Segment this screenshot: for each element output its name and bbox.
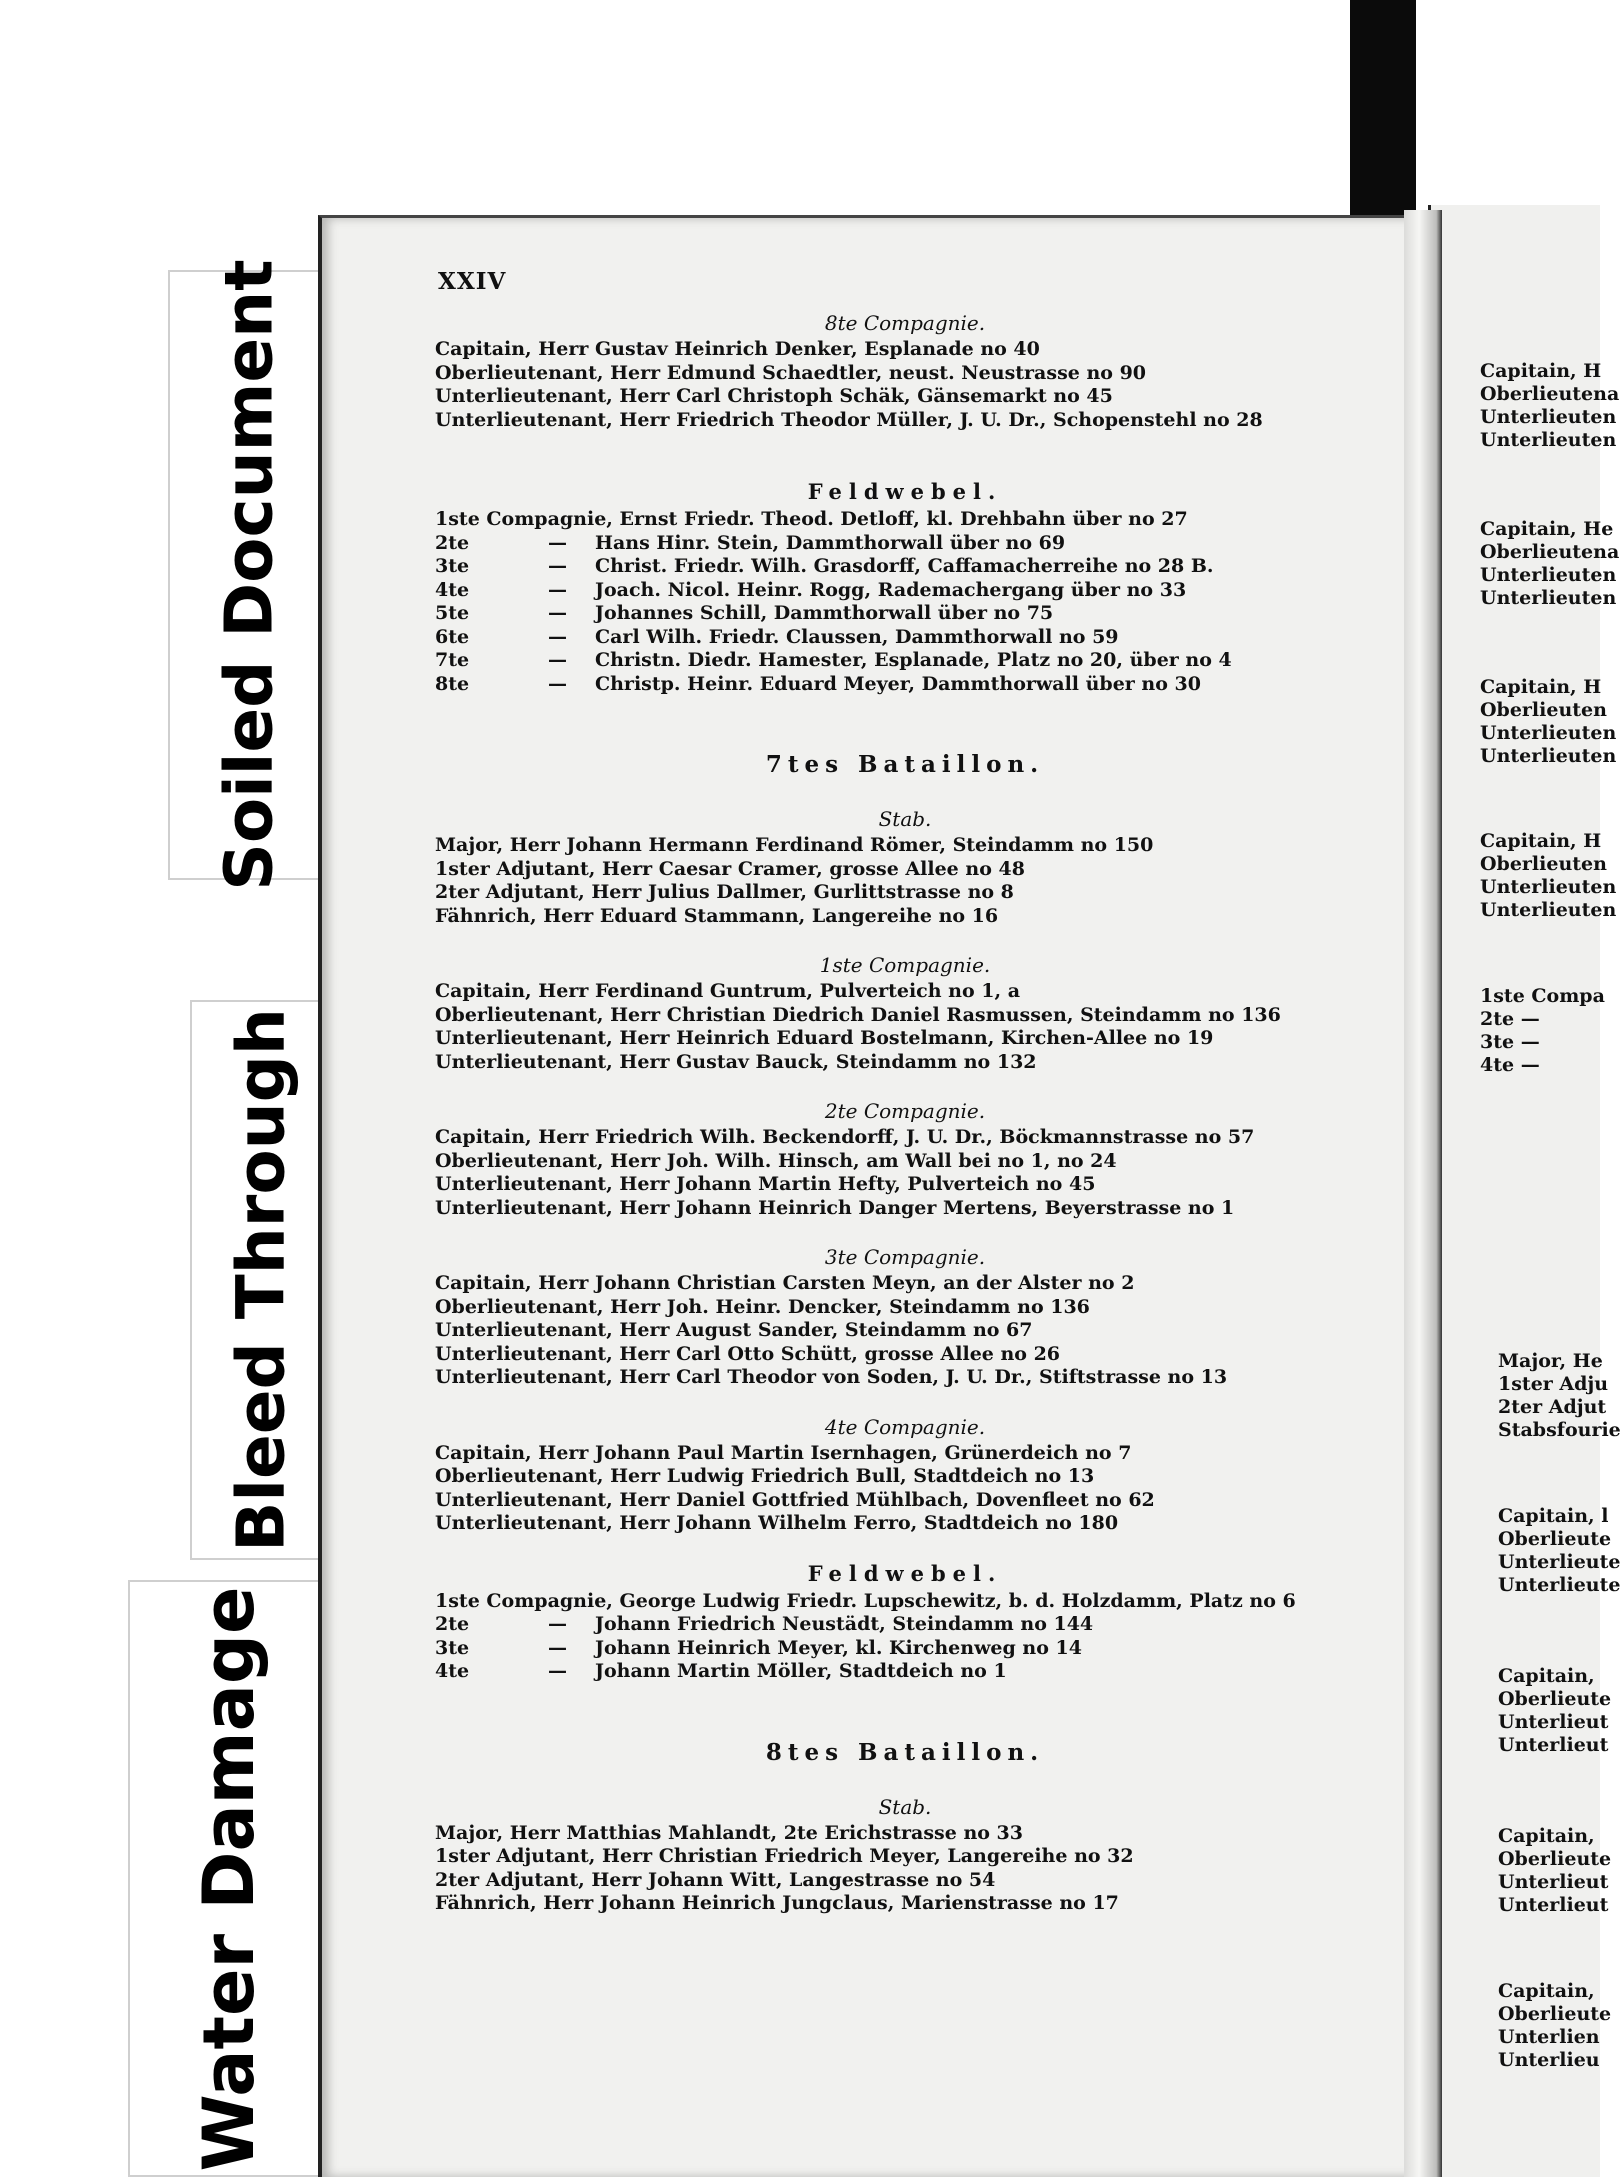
feldwebel-name: Hans Hinr. Stein, Dammthorwall über no 69: [595, 531, 1066, 554]
officer-entry: Capitain, Herr Gustav Heinrich Denker, Esplanade no 40: [435, 338, 1040, 360]
facing-page-line: Capitain, H: [1480, 360, 1602, 382]
facing-page-line: Oberlieutena: [1480, 383, 1620, 405]
page-content: [435, 308, 1375, 1916]
facing-page-line: Oberlieute: [1498, 1688, 1612, 1710]
facing-page-line: Capitain, H: [1480, 830, 1602, 852]
officer-entry: Oberlieutenant, Herr Joh. Wilh. Hinsch, am Wall bei no 1, no 24: [435, 1149, 1117, 1172]
label-soiled-document-text: Soiled Document: [210, 259, 288, 891]
facing-page-line: Unterlien: [1498, 2026, 1600, 2048]
ditto-mark: —: [548, 602, 567, 624]
section-gap: [435, 1074, 1375, 1096]
officer-entry: Capitain, Herr Ferdinand Guntrum, Pulverteich no 1, a: [435, 980, 1021, 1002]
company-ordinal: 7te: [435, 649, 470, 671]
facing-page-line: Oberlieuten: [1480, 853, 1607, 875]
label-soiled-document: [168, 259, 328, 891]
officer-entry: 1ster Adjutant, Herr Christian Friedrich Meyer, Langereihe no 32: [435, 1845, 1134, 1867]
feldwebel-name: George Ludwig Friedr. Lupschewitz, b. d. Holzdamm, Platz no 6: [619, 1589, 1296, 1612]
ditto-mark: —: [548, 1613, 567, 1635]
facing-page-line: Major, He: [1498, 1350, 1603, 1372]
feldwebel-name: Christp. Heinr. Eduard Meyer, Dammthorwall über no 30: [595, 672, 1201, 695]
ditto-mark: —: [548, 531, 567, 554]
officer-entry: Oberlieutenant, Herr Edmund Schaedtler, neust. Neustrasse no 90: [435, 361, 1147, 384]
company-ordinal: 6te: [435, 625, 470, 648]
feldwebel-entry: [435, 1637, 1375, 1661]
label-bleed-through-text: Bleed Through: [222, 1008, 300, 1552]
ditto-mark: —: [548, 578, 567, 601]
feldwebel-entry: [435, 649, 1375, 673]
section-company: [435, 308, 1375, 432]
feldwebel-entry: [435, 602, 1375, 626]
officer-entry: Unterlieutenant, Herr Friedrich Theodor Müller, J. U. Dr., Schopenstehl no 28: [435, 408, 1263, 431]
facing-page-line: 4te —: [1480, 1054, 1540, 1076]
officer-entry: Capitain, Herr Friedrich Wilh. Beckendorff, J. U. Dr., Böckmannstrasse no 57: [435, 1126, 1255, 1148]
facing-page-line: Capitain, H: [1480, 676, 1602, 698]
company-ordinal: 3te: [435, 555, 470, 577]
facing-page-line: Unterlieuten: [1480, 876, 1617, 898]
company-ordinal: 1ste Compagnie,: [435, 1589, 613, 1612]
company-ordinal: 4te: [435, 1660, 470, 1682]
officer-entry: Unterlieutenant, Herr Johann Wilhelm Ferro, Stadtdeich no 180: [435, 1512, 1119, 1534]
officer-entry: Major, Herr Matthias Mahlandt, 2te Erichstrasse no 33: [435, 1821, 1023, 1844]
section-gap: [435, 1390, 1375, 1412]
facing-page-line: Capitain,: [1498, 1980, 1595, 2002]
feldwebel-entry: [435, 626, 1375, 650]
feldwebel-name: Joach. Nicol. Heinr. Rogg, Rademachergang über no 33: [595, 578, 1187, 601]
feldwebel-name: Johann Martin Möller, Stadtdeich no 1: [595, 1660, 1007, 1682]
label-bleed-through: [190, 1000, 330, 1560]
section-company: [435, 1792, 1375, 1916]
officer-entry: Oberlieutenant, Herr Joh. Heinr. Dencker, Steindamm no 136: [435, 1295, 1090, 1318]
officer-entry: Capitain, Herr Johann Christian Carsten Meyn, an der Alster no 2: [435, 1272, 1135, 1294]
facing-page-line: Unterlieut: [1498, 1711, 1609, 1733]
feldwebel-entry: [435, 579, 1375, 603]
facing-page-line: Capitain,: [1498, 1825, 1595, 1847]
feldwebel-entry: [435, 1590, 1375, 1614]
ditto-mark: —: [548, 672, 567, 695]
section-company: [435, 804, 1375, 928]
officer-entry: Unterlieutenant, Herr Daniel Gottfried Mühlbach, Dovenfleet no 62: [435, 1488, 1155, 1511]
facing-page-line: 1ster Adju: [1498, 1373, 1609, 1395]
facing-page-line: Unterlieuten: [1480, 722, 1617, 744]
feldwebel-name: Ernst Friedr. Theod. Detloff, kl. Drehbahn über no 27: [619, 508, 1188, 530]
officer-entry: Fähnrich, Herr Johann Heinrich Jungclaus, Marienstrasse no 17: [435, 1892, 1119, 1914]
company-ordinal: 1ste Compagnie,: [435, 508, 613, 530]
facing-page-line: Oberlieute: [1498, 1848, 1612, 1870]
officer-entry: Fähnrich, Herr Eduard Stammann, Langereihe no 16: [435, 904, 999, 927]
officer-entry: Major, Herr Johann Hermann Ferdinand Römer, Steindamm no 150: [435, 834, 1154, 856]
section-heading: 1ste Compagnie.: [819, 953, 991, 977]
section-battalion: [435, 748, 1375, 782]
feldwebel-entry: [435, 1660, 1375, 1684]
facing-page-line: 2te —: [1480, 1008, 1540, 1030]
facing-page-line: Unterlieuten: [1480, 745, 1617, 767]
feldwebel-entry: [435, 508, 1375, 532]
section-heading: 7tes Bataillon.: [765, 751, 1045, 778]
section-heading: 4te Compagnie.: [824, 1414, 986, 1439]
label-water-damage: [128, 1580, 328, 2177]
ditto-mark: —: [548, 555, 567, 577]
facing-page-line: Oberlieute: [1498, 1528, 1612, 1550]
section-gap: [435, 782, 1375, 804]
feldwebel-entry: [435, 532, 1375, 556]
facing-page-line: 3te —: [1480, 1031, 1540, 1053]
facing-page-line: Unterlieuten: [1480, 564, 1617, 586]
officer-entry: Unterlieutenant, Herr August Sander, Steindamm no 67: [435, 1319, 1033, 1341]
officer-entry: Unterlieutenant, Herr Carl Theodor von Soden, J. U. Dr., Stiftstrasse no 13: [435, 1366, 1228, 1388]
officer-entry: 2ter Adjutant, Herr Julius Dallmer, Gurlittstrasse no 8: [435, 881, 1014, 903]
section-gap: [435, 696, 1375, 748]
feldwebel-first: [435, 508, 1375, 532]
section-gap: [435, 928, 1375, 950]
facing-page-line: Oberlieute: [1498, 2003, 1612, 2025]
section-gap: [435, 1536, 1375, 1558]
section-feldwebel: [435, 1558, 1375, 1684]
facing-page-line: Unterlieut: [1498, 1871, 1609, 1893]
feldwebel-name: Johannes Schill, Dammthorwall über no 75: [595, 602, 1054, 624]
company-ordinal: 8te: [435, 672, 470, 695]
section-heading: 2te Compagnie.: [824, 1099, 986, 1123]
section-heading: 3te Compagnie.: [824, 1245, 986, 1269]
facing-page-line: Capitain, He: [1480, 518, 1614, 540]
section-gap: [435, 1220, 1375, 1242]
officer-entry: Unterlieutenant, Herr Heinrich Eduard Bostelmann, Kirchen-Allee no 19: [435, 1027, 1214, 1049]
facing-page-line: Unterlieuten: [1480, 406, 1617, 428]
facing-page-line: 1ste Compa: [1480, 985, 1605, 1007]
officer-entry: Unterlieutenant, Herr Gustav Bauck, Steindamm no 132: [435, 1050, 1037, 1073]
section-company: [435, 1242, 1375, 1390]
section-feldwebel: [435, 476, 1375, 696]
officer-entry: 1ster Adjutant, Herr Caesar Cramer, grosse Allee no 48: [435, 857, 1025, 880]
ditto-mark: —: [548, 1660, 567, 1682]
section-heading: 8tes Bataillon.: [765, 1738, 1045, 1766]
section-company: [435, 950, 1375, 1074]
facing-page-line: Unterlieuten: [1480, 899, 1617, 921]
officer-entry: Unterlieutenant, Herr Carl Otto Schütt, grosse Allee no 26: [435, 1342, 1061, 1365]
section-heading: Stab.: [878, 807, 932, 831]
ditto-mark: —: [548, 625, 567, 648]
section-company: [435, 1412, 1375, 1536]
section-gap: [435, 1770, 1375, 1792]
feldwebel-name: Johann Heinrich Meyer, kl. Kirchenweg no 14: [595, 1636, 1082, 1659]
facing-page-line: Unterlieu: [1498, 2049, 1600, 2071]
feldwebel-first: [435, 1590, 1375, 1614]
facing-page-line: Unterlieuten: [1480, 587, 1617, 609]
section-gap: [435, 1684, 1375, 1736]
officer-entry: Oberlieutenant, Herr Christian Diedrich Daniel Rasmussen, Steindamm no 136: [435, 1003, 1281, 1026]
feldwebel-entry: [435, 555, 1375, 579]
company-ordinal: 4te: [435, 578, 470, 601]
facing-page-line: Unterlieute: [1498, 1574, 1621, 1596]
facing-page-line: Unterlieute: [1498, 1551, 1621, 1573]
section-heading: Feldwebel.: [807, 479, 1003, 504]
page-number: XXIV: [438, 268, 507, 295]
facing-page-line: Oberlieutena: [1480, 541, 1620, 563]
ditto-mark: —: [548, 649, 567, 671]
label-water-damage-text: Water Damage: [188, 1586, 270, 2171]
section-heading: Feldwebel.: [807, 1560, 1003, 1586]
feldwebel-entry: [435, 1613, 1375, 1637]
section-company: [435, 1096, 1375, 1220]
officer-entry: Unterlieutenant, Herr Carl Christoph Schäk, Gänsemarkt no 45: [435, 385, 1113, 407]
section-battalion: [435, 1736, 1375, 1770]
facing-page-line: Unterlieut: [1498, 1894, 1609, 1916]
feldwebel-name: Johann Friedrich Neustädt, Steindamm no 144: [595, 1613, 1094, 1635]
company-ordinal: 3te: [435, 1636, 470, 1659]
officer-entry: Unterlieutenant, Herr Johann Martin Hefty, Pulverteich no 45: [435, 1173, 1096, 1195]
section-heading: 8te Compagnie.: [824, 311, 986, 335]
feldwebel-name: Christ. Friedr. Wilh. Grasdorff, Caffamacherreihe no 28 B.: [595, 555, 1214, 577]
facing-page-line: Oberlieuten: [1480, 699, 1607, 721]
facing-page-line: Unterlieuten: [1480, 429, 1617, 451]
company-ordinal: 5te: [435, 602, 470, 624]
facing-page-line: Capitain,: [1498, 1665, 1595, 1687]
feldwebel-entry: [435, 673, 1375, 697]
section-gap: [435, 432, 1375, 476]
officer-entry: 2ter Adjutant, Herr Johann Witt, Langestrasse no 54: [435, 1868, 996, 1891]
facing-page-line: Unterlieut: [1498, 1734, 1609, 1756]
facing-page-line: 2ter Adjut: [1498, 1396, 1607, 1418]
officer-entry: Oberlieutenant, Herr Ludwig Friedrich Bull, Stadtdeich no 13: [435, 1465, 1095, 1487]
feldwebel-name: Carl Wilh. Friedr. Claussen, Dammthorwall no 59: [595, 625, 1119, 648]
feldwebel-name: Christn. Diedr. Hamester, Esplanade, Platz no 20, über no 4: [595, 649, 1232, 671]
company-ordinal: 2te: [435, 531, 470, 554]
company-ordinal: 2te: [435, 1613, 470, 1635]
officer-entry: Unterlieutenant, Herr Johann Heinrich Danger Mertens, Beyerstrasse no 1: [435, 1196, 1235, 1219]
book-gutter: [1404, 210, 1442, 2177]
section-heading: Stab.: [878, 1794, 932, 1819]
facing-page-line: Capitain, l: [1498, 1505, 1609, 1527]
scan-dark-edge: [1350, 0, 1416, 218]
facing-page-line: Stabsfourie: [1498, 1419, 1621, 1441]
officer-entry: Capitain, Herr Johann Paul Martin Isernhagen, Grünerdeich no 7: [435, 1441, 1132, 1464]
ditto-mark: —: [548, 1636, 567, 1659]
